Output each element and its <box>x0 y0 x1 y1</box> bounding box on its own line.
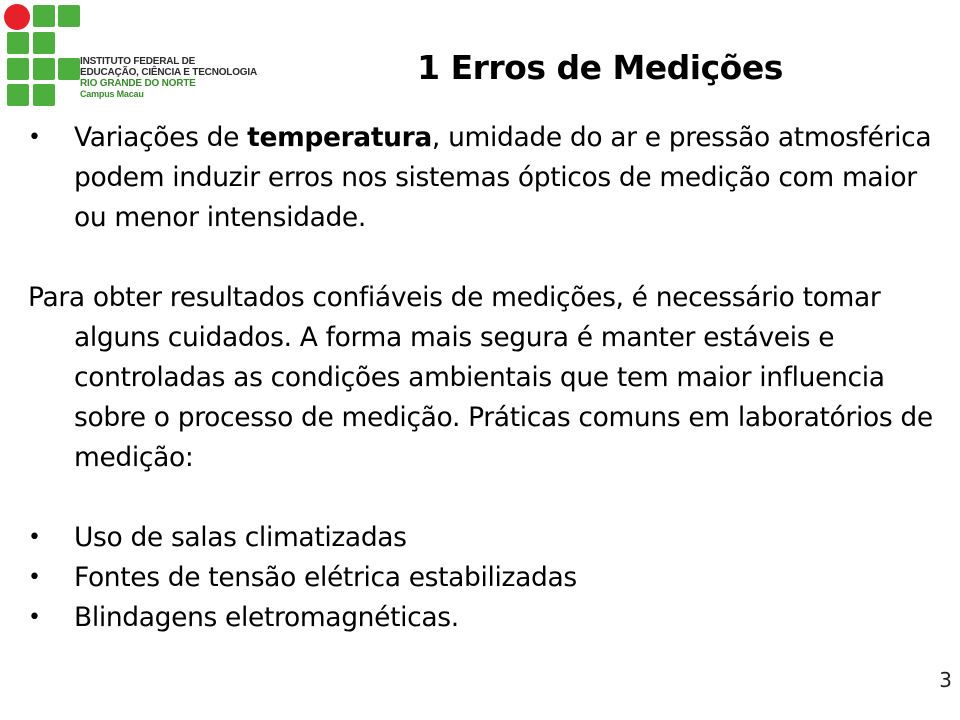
slide-body <box>28 118 948 638</box>
list-item-text: Blindagens eletromagnéticas. <box>74 602 459 633</box>
logo-line-4: Campus Macau <box>80 89 144 99</box>
intro-text-after: , umidade do ar e pressão atmosférica podem induzir erros nos sistemas ópticos de medição com maior ou menor intensidade. <box>74 122 932 233</box>
intro-text-before: Variações de <box>74 122 248 153</box>
logo-line-1: INSTITUTO FEDERAL DE <box>80 56 196 67</box>
list-item <box>28 598 948 638</box>
bullet-icon: • <box>28 605 41 630</box>
slide-title: 1 Erros de Medições <box>417 48 783 87</box>
spacer <box>28 238 948 278</box>
list-item <box>28 518 948 558</box>
logo-line-3: RIO GRANDE DO NORTE <box>80 78 196 89</box>
bullet-icon: • <box>28 565 41 590</box>
bullet-icon: • <box>28 525 41 550</box>
spacer <box>28 478 948 518</box>
list-item-text: Uso de salas climatizadas <box>74 522 407 553</box>
intro-bullet <box>28 118 948 238</box>
intro-text-bold: temperatura <box>247 122 432 153</box>
page-number: 3 <box>939 668 952 692</box>
logo-line-2: EDUCAÇÃO, CIÊNCIA E TECNOLOGIA <box>80 67 257 78</box>
list-item-text: Fontes de tensão elétrica estabilizadas <box>74 562 577 593</box>
main-paragraph: Para obter resultados confiáveis de medições, é necessário tomar alguns cuidados. A forma mais segura é manter estáveis e controladas as condições ambientais que tem maior influencia sobre o processo de medição. Práticas comuns em laboratórios de medição: <box>28 282 933 473</box>
list-item <box>28 558 948 598</box>
bullet-icon: • <box>28 125 41 150</box>
